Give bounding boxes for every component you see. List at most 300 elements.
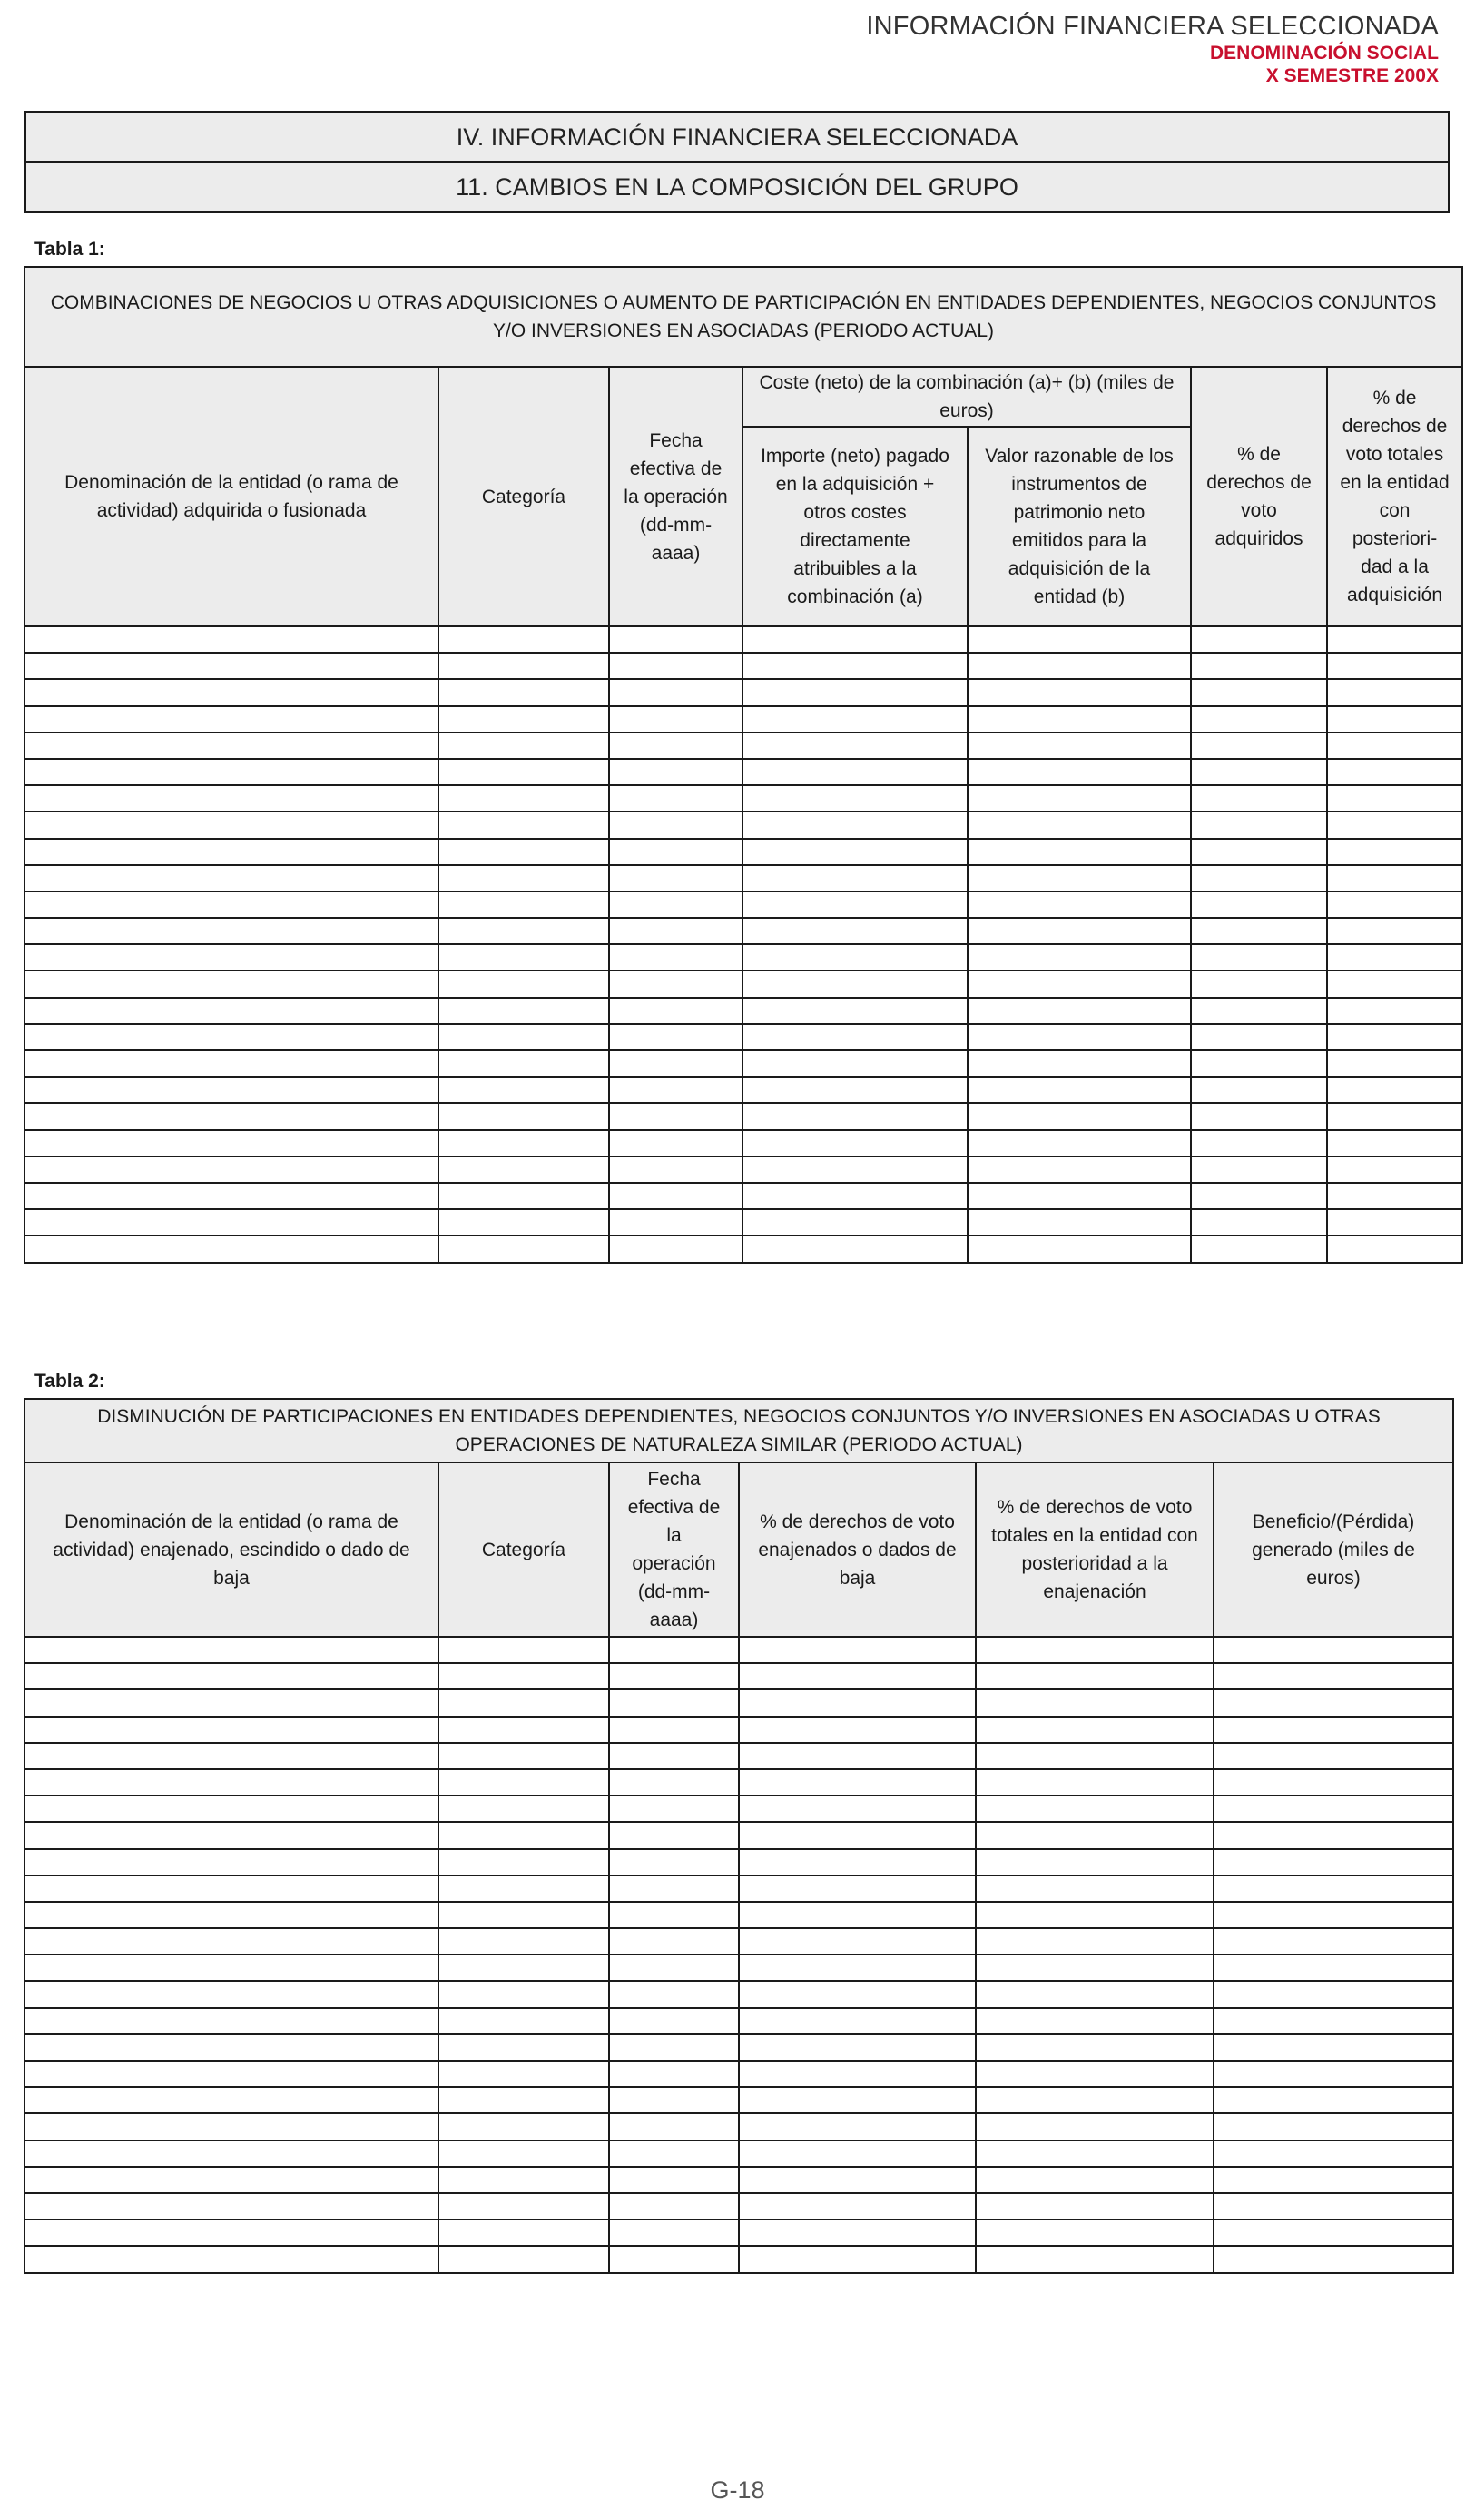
table1-cell[interactable] <box>25 1077 438 1103</box>
table1-cell[interactable] <box>609 1103 742 1129</box>
table2-cell[interactable] <box>25 1663 438 1689</box>
table1-cell[interactable] <box>438 679 609 705</box>
table1-cell[interactable] <box>742 918 968 944</box>
table2-cell[interactable] <box>739 1663 976 1689</box>
table1-cell[interactable] <box>25 785 438 812</box>
table1-cell[interactable] <box>968 1024 1191 1050</box>
table1-cell[interactable] <box>1327 706 1462 733</box>
table2-cell[interactable] <box>438 2034 609 2061</box>
table2-cell[interactable] <box>609 2034 739 2061</box>
table2-cell[interactable] <box>739 1743 976 1769</box>
table2-cell[interactable] <box>609 1849 739 1875</box>
table1-cell[interactable] <box>1327 839 1462 865</box>
table2-cell[interactable] <box>438 2008 609 2034</box>
table2-cell[interactable] <box>25 2167 438 2193</box>
table1-cell[interactable] <box>742 1050 968 1077</box>
table1-cell[interactable] <box>968 1157 1191 1183</box>
table2-cell[interactable] <box>1214 1875 1453 1902</box>
table1-cell[interactable] <box>1191 839 1327 865</box>
table1-cell[interactable] <box>1327 944 1462 970</box>
table2-cell[interactable] <box>1214 2220 1453 2246</box>
table1-cell[interactable] <box>742 812 968 838</box>
table1-cell[interactable] <box>609 1050 742 1077</box>
table2-cell[interactable] <box>976 1637 1214 1663</box>
table2-cell[interactable] <box>25 1689 438 1716</box>
table2-cell[interactable] <box>976 2141 1214 2167</box>
table1-cell[interactable] <box>438 759 609 785</box>
table2-cell[interactable] <box>438 2087 609 2113</box>
table1-cell[interactable] <box>609 865 742 891</box>
table1-cell[interactable] <box>742 626 968 653</box>
table1-cell[interactable] <box>25 865 438 891</box>
table2-cell[interactable] <box>25 1796 438 1822</box>
table1-cell[interactable] <box>968 759 1191 785</box>
table1-cell[interactable] <box>438 918 609 944</box>
table2-cell[interactable] <box>609 1717 739 1743</box>
table1-cell[interactable] <box>968 1183 1191 1209</box>
table2-cell[interactable] <box>438 2220 609 2246</box>
table2-cell[interactable] <box>739 2141 976 2167</box>
table1-cell[interactable] <box>25 1209 438 1235</box>
table2-cell[interactable] <box>976 2167 1214 2193</box>
table2-cell[interactable] <box>609 2220 739 2246</box>
table1-cell[interactable] <box>968 706 1191 733</box>
table2-cell[interactable] <box>25 1822 438 1848</box>
table2-cell[interactable] <box>25 2113 438 2140</box>
table1-cell[interactable] <box>1327 733 1462 759</box>
table1-cell[interactable] <box>1191 1157 1327 1183</box>
table1-cell[interactable] <box>742 653 968 679</box>
table2-cell[interactable] <box>438 1743 609 1769</box>
table1-cell[interactable] <box>742 944 968 970</box>
table1-cell[interactable] <box>609 918 742 944</box>
table1-cell[interactable] <box>1327 785 1462 812</box>
table1-cell[interactable] <box>1327 653 1462 679</box>
table1-cell[interactable] <box>968 1235 1191 1262</box>
table1-cell[interactable] <box>1327 1235 1462 1262</box>
table2-cell[interactable] <box>739 1796 976 1822</box>
table2-cell[interactable] <box>739 1637 976 1663</box>
table2-cell[interactable] <box>739 2034 976 2061</box>
table1-cell[interactable] <box>25 706 438 733</box>
table1-cell[interactable] <box>968 1130 1191 1157</box>
table1-cell[interactable] <box>609 998 742 1024</box>
table2-cell[interactable] <box>25 1902 438 1928</box>
table1-cell[interactable] <box>742 1077 968 1103</box>
table2-cell[interactable] <box>609 2061 739 2087</box>
table1-cell[interactable] <box>968 944 1191 970</box>
table2-cell[interactable] <box>25 1928 438 1954</box>
table2-cell[interactable] <box>25 2220 438 2246</box>
table2-cell[interactable] <box>976 2220 1214 2246</box>
table1-cell[interactable] <box>968 918 1191 944</box>
table1-cell[interactable] <box>1327 1130 1462 1157</box>
table1-cell[interactable] <box>742 1209 968 1235</box>
table2-cell[interactable] <box>609 1954 739 1981</box>
table2-cell[interactable] <box>739 1928 976 1954</box>
table2-cell[interactable] <box>609 1981 739 2007</box>
table2-cell[interactable] <box>609 2008 739 2034</box>
table2-cell[interactable] <box>976 1689 1214 1716</box>
table2-cell[interactable] <box>438 2167 609 2193</box>
table1-cell[interactable] <box>1191 706 1327 733</box>
table1-cell[interactable] <box>1327 1209 1462 1235</box>
table1-cell[interactable] <box>1327 1050 1462 1077</box>
table2-cell[interactable] <box>609 1822 739 1848</box>
table2-cell[interactable] <box>739 1902 976 1928</box>
table1-cell[interactable] <box>438 812 609 838</box>
table2-cell[interactable] <box>739 2193 976 2220</box>
table1-cell[interactable] <box>1191 970 1327 997</box>
table2-cell[interactable] <box>739 2008 976 2034</box>
table2-cell[interactable] <box>25 1743 438 1769</box>
table1-cell[interactable] <box>609 679 742 705</box>
table2-cell[interactable] <box>1214 2113 1453 2140</box>
table1-cell[interactable] <box>25 1103 438 1129</box>
table1-cell[interactable] <box>438 1103 609 1129</box>
table1-cell[interactable] <box>25 1050 438 1077</box>
table2-cell[interactable] <box>25 2246 438 2272</box>
table2-cell[interactable] <box>976 1822 1214 1848</box>
table2-cell[interactable] <box>438 1981 609 2007</box>
table1-cell[interactable] <box>1191 1024 1327 1050</box>
table2-cell[interactable] <box>976 2061 1214 2087</box>
table2-cell[interactable] <box>739 1689 976 1716</box>
table1-cell[interactable] <box>1327 626 1462 653</box>
table2-cell[interactable] <box>1214 2167 1453 2193</box>
table1-cell[interactable] <box>968 1050 1191 1077</box>
table1-cell[interactable] <box>609 1077 742 1103</box>
table2-cell[interactable] <box>976 2034 1214 2061</box>
table1-cell[interactable] <box>25 1235 438 1262</box>
table1-cell[interactable] <box>1327 998 1462 1024</box>
table1-cell[interactable] <box>1191 1130 1327 1157</box>
table2-cell[interactable] <box>976 1769 1214 1796</box>
table1-cell[interactable] <box>1191 918 1327 944</box>
table1-cell[interactable] <box>968 626 1191 653</box>
table1-cell[interactable] <box>1327 759 1462 785</box>
table1-cell[interactable] <box>609 653 742 679</box>
table1-cell[interactable] <box>1327 1183 1462 1209</box>
table2-cell[interactable] <box>739 1875 976 1902</box>
table2-cell[interactable] <box>609 2246 739 2272</box>
table2-cell[interactable] <box>739 1822 976 1848</box>
table1-cell[interactable] <box>742 1130 968 1157</box>
table2-cell[interactable] <box>25 1954 438 1981</box>
table2-cell[interactable] <box>739 1717 976 1743</box>
table2-cell[interactable] <box>25 1717 438 1743</box>
table1-cell[interactable] <box>1191 785 1327 812</box>
table2-cell[interactable] <box>609 2167 739 2193</box>
table1-cell[interactable] <box>438 839 609 865</box>
table2-cell[interactable] <box>976 1981 1214 2007</box>
table2-cell[interactable] <box>739 2167 976 2193</box>
table2-cell[interactable] <box>609 2113 739 2140</box>
table1-cell[interactable] <box>438 1130 609 1157</box>
table1-cell[interactable] <box>1191 1209 1327 1235</box>
table2-cell[interactable] <box>25 1849 438 1875</box>
table2-cell[interactable] <box>609 1663 739 1689</box>
table2-cell[interactable] <box>438 1796 609 1822</box>
table1-cell[interactable] <box>1191 1050 1327 1077</box>
table1-cell[interactable] <box>25 653 438 679</box>
table1-cell[interactable] <box>1191 944 1327 970</box>
table2-cell[interactable] <box>976 1663 1214 1689</box>
table2-cell[interactable] <box>609 1637 739 1663</box>
table2-cell[interactable] <box>976 2246 1214 2272</box>
table2-cell[interactable] <box>438 1717 609 1743</box>
table1-cell[interactable] <box>25 944 438 970</box>
table2-cell[interactable] <box>438 1769 609 1796</box>
table2-cell[interactable] <box>1214 2193 1453 2220</box>
table1-cell[interactable] <box>742 1157 968 1183</box>
table1-cell[interactable] <box>1327 1157 1462 1183</box>
table2-cell[interactable] <box>1214 2061 1453 2087</box>
table1-cell[interactable] <box>438 653 609 679</box>
table2-cell[interactable] <box>438 2193 609 2220</box>
table1-cell[interactable] <box>968 653 1191 679</box>
table2-cell[interactable] <box>1214 1769 1453 1796</box>
table2-cell[interactable] <box>1214 1743 1453 1769</box>
table1-cell[interactable] <box>25 891 438 918</box>
table1-cell[interactable] <box>25 1157 438 1183</box>
table2-cell[interactable] <box>25 2141 438 2167</box>
table1-cell[interactable] <box>968 1209 1191 1235</box>
table1-cell[interactable] <box>1191 998 1327 1024</box>
table1-cell[interactable] <box>1191 865 1327 891</box>
table1-cell[interactable] <box>609 891 742 918</box>
table2-cell[interactable] <box>739 2246 976 2272</box>
table2-cell[interactable] <box>1214 1902 1453 1928</box>
table1-cell[interactable] <box>742 998 968 1024</box>
table2-cell[interactable] <box>976 1743 1214 1769</box>
table1-cell[interactable] <box>968 970 1191 997</box>
table1-cell[interactable] <box>438 785 609 812</box>
table1-cell[interactable] <box>1191 812 1327 838</box>
table1-cell[interactable] <box>25 679 438 705</box>
table1-cell[interactable] <box>742 733 968 759</box>
table1-cell[interactable] <box>438 865 609 891</box>
table1-cell[interactable] <box>1327 1077 1462 1103</box>
table2-cell[interactable] <box>976 1717 1214 1743</box>
table2-cell[interactable] <box>739 2061 976 2087</box>
table1-cell[interactable] <box>609 970 742 997</box>
table1-cell[interactable] <box>25 1183 438 1209</box>
table1-cell[interactable] <box>968 733 1191 759</box>
table2-cell[interactable] <box>739 2220 976 2246</box>
table2-cell[interactable] <box>609 1743 739 1769</box>
table2-cell[interactable] <box>1214 2141 1453 2167</box>
table2-cell[interactable] <box>976 1902 1214 1928</box>
table2-cell[interactable] <box>609 1769 739 1796</box>
table2-cell[interactable] <box>739 2113 976 2140</box>
table2-cell[interactable] <box>438 2061 609 2087</box>
table2-cell[interactable] <box>25 1981 438 2007</box>
table1-cell[interactable] <box>609 1209 742 1235</box>
table1-cell[interactable] <box>438 891 609 918</box>
table1-cell[interactable] <box>742 759 968 785</box>
table2-cell[interactable] <box>739 2087 976 2113</box>
table1-cell[interactable] <box>25 812 438 838</box>
table1-cell[interactable] <box>968 1077 1191 1103</box>
table1-cell[interactable] <box>1191 1235 1327 1262</box>
table1-cell[interactable] <box>1327 1103 1462 1129</box>
table2-cell[interactable] <box>438 1902 609 1928</box>
table2-cell[interactable] <box>609 2087 739 2113</box>
table1-cell[interactable] <box>968 891 1191 918</box>
table2-cell[interactable] <box>976 1875 1214 1902</box>
table2-cell[interactable] <box>1214 1663 1453 1689</box>
table1-cell[interactable] <box>609 759 742 785</box>
table2-cell[interactable] <box>1214 1954 1453 1981</box>
table1-cell[interactable] <box>438 944 609 970</box>
table2-cell[interactable] <box>438 2113 609 2140</box>
table2-cell[interactable] <box>25 1637 438 1663</box>
table1-cell[interactable] <box>609 812 742 838</box>
table1-cell[interactable] <box>742 970 968 997</box>
table1-cell[interactable] <box>1191 733 1327 759</box>
table1-cell[interactable] <box>609 1130 742 1157</box>
table1-cell[interactable] <box>968 785 1191 812</box>
table1-cell[interactable] <box>742 1024 968 1050</box>
table1-cell[interactable] <box>1327 1024 1462 1050</box>
table2-cell[interactable] <box>609 1928 739 1954</box>
table2-cell[interactable] <box>976 1849 1214 1875</box>
table2-cell[interactable] <box>1214 1928 1453 1954</box>
table2-cell[interactable] <box>609 1689 739 1716</box>
table1-cell[interactable] <box>438 1050 609 1077</box>
table1-cell[interactable] <box>968 679 1191 705</box>
table1-cell[interactable] <box>1327 679 1462 705</box>
table1-cell[interactable] <box>438 1209 609 1235</box>
table2-cell[interactable] <box>739 1849 976 1875</box>
table2-cell[interactable] <box>438 1663 609 1689</box>
table2-cell[interactable] <box>438 2141 609 2167</box>
table2-cell[interactable] <box>25 2034 438 2061</box>
table2-cell[interactable] <box>438 1637 609 1663</box>
table1-cell[interactable] <box>438 626 609 653</box>
table2-cell[interactable] <box>438 1954 609 1981</box>
table2-cell[interactable] <box>1214 2087 1453 2113</box>
table1-cell[interactable] <box>609 1024 742 1050</box>
table2-cell[interactable] <box>609 2141 739 2167</box>
table2-cell[interactable] <box>976 2087 1214 2113</box>
table2-cell[interactable] <box>438 1689 609 1716</box>
table1-cell[interactable] <box>1191 626 1327 653</box>
table1-cell[interactable] <box>968 865 1191 891</box>
table1-cell[interactable] <box>609 944 742 970</box>
table1-cell[interactable] <box>1327 891 1462 918</box>
table2-cell[interactable] <box>1214 2034 1453 2061</box>
table2-cell[interactable] <box>438 2246 609 2272</box>
table1-cell[interactable] <box>1191 679 1327 705</box>
table1-cell[interactable] <box>609 1157 742 1183</box>
table2-cell[interactable] <box>1214 1717 1453 1743</box>
table2-cell[interactable] <box>609 1875 739 1902</box>
table2-cell[interactable] <box>438 1822 609 1848</box>
table2-cell[interactable] <box>976 1796 1214 1822</box>
table2-cell[interactable] <box>1214 2008 1453 2034</box>
table2-cell[interactable] <box>438 1849 609 1875</box>
table1-cell[interactable] <box>609 1235 742 1262</box>
table1-cell[interactable] <box>25 1130 438 1157</box>
table1-cell[interactable] <box>1191 1103 1327 1129</box>
table1-cell[interactable] <box>25 970 438 997</box>
table2-cell[interactable] <box>976 2193 1214 2220</box>
table1-cell[interactable] <box>609 839 742 865</box>
table2-cell[interactable] <box>1214 1981 1453 2007</box>
table1-cell[interactable] <box>25 839 438 865</box>
table2-cell[interactable] <box>1214 1822 1453 1848</box>
table1-cell[interactable] <box>742 891 968 918</box>
table2-cell[interactable] <box>25 2193 438 2220</box>
table1-cell[interactable] <box>438 733 609 759</box>
table2-cell[interactable] <box>25 1769 438 1796</box>
table1-cell[interactable] <box>968 812 1191 838</box>
table1-cell[interactable] <box>438 998 609 1024</box>
table2-cell[interactable] <box>609 1902 739 1928</box>
table2-cell[interactable] <box>438 1875 609 1902</box>
table1-cell[interactable] <box>438 1024 609 1050</box>
table2-cell[interactable] <box>739 1981 976 2007</box>
table1-cell[interactable] <box>968 839 1191 865</box>
table1-cell[interactable] <box>742 706 968 733</box>
table1-cell[interactable] <box>742 1103 968 1129</box>
table1-cell[interactable] <box>25 733 438 759</box>
table1-cell[interactable] <box>1327 865 1462 891</box>
table1-cell[interactable] <box>742 839 968 865</box>
table1-cell[interactable] <box>742 785 968 812</box>
table1-cell[interactable] <box>609 706 742 733</box>
table1-cell[interactable] <box>25 759 438 785</box>
table2-cell[interactable] <box>25 1875 438 1902</box>
table1-cell[interactable] <box>1327 812 1462 838</box>
table1-cell[interactable] <box>1191 891 1327 918</box>
table2-cell[interactable] <box>1214 1689 1453 1716</box>
table1-cell[interactable] <box>1191 653 1327 679</box>
table2-cell[interactable] <box>25 2061 438 2087</box>
table1-cell[interactable] <box>25 918 438 944</box>
table1-cell[interactable] <box>1191 1077 1327 1103</box>
table1-cell[interactable] <box>438 1183 609 1209</box>
table2-cell[interactable] <box>739 1769 976 1796</box>
table1-cell[interactable] <box>1191 759 1327 785</box>
table1-cell[interactable] <box>968 1103 1191 1129</box>
table1-cell[interactable] <box>968 998 1191 1024</box>
table1-cell[interactable] <box>742 865 968 891</box>
table1-cell[interactable] <box>25 626 438 653</box>
table1-cell[interactable] <box>1327 918 1462 944</box>
table1-cell[interactable] <box>609 626 742 653</box>
table1-cell[interactable] <box>438 970 609 997</box>
table1-cell[interactable] <box>609 785 742 812</box>
table1-cell[interactable] <box>438 1235 609 1262</box>
table2-cell[interactable] <box>1214 1637 1453 1663</box>
table1-cell[interactable] <box>609 733 742 759</box>
table1-cell[interactable] <box>25 998 438 1024</box>
table2-cell[interactable] <box>25 2087 438 2113</box>
table1-cell[interactable] <box>742 1183 968 1209</box>
table2-cell[interactable] <box>976 2008 1214 2034</box>
table2-cell[interactable] <box>976 2113 1214 2140</box>
table2-cell[interactable] <box>1214 2246 1453 2272</box>
table1-cell[interactable] <box>609 1183 742 1209</box>
table2-cell[interactable] <box>438 1928 609 1954</box>
table1-cell[interactable] <box>1191 1183 1327 1209</box>
table2-cell[interactable] <box>25 2008 438 2034</box>
table1-cell[interactable] <box>742 679 968 705</box>
table1-cell[interactable] <box>438 1157 609 1183</box>
